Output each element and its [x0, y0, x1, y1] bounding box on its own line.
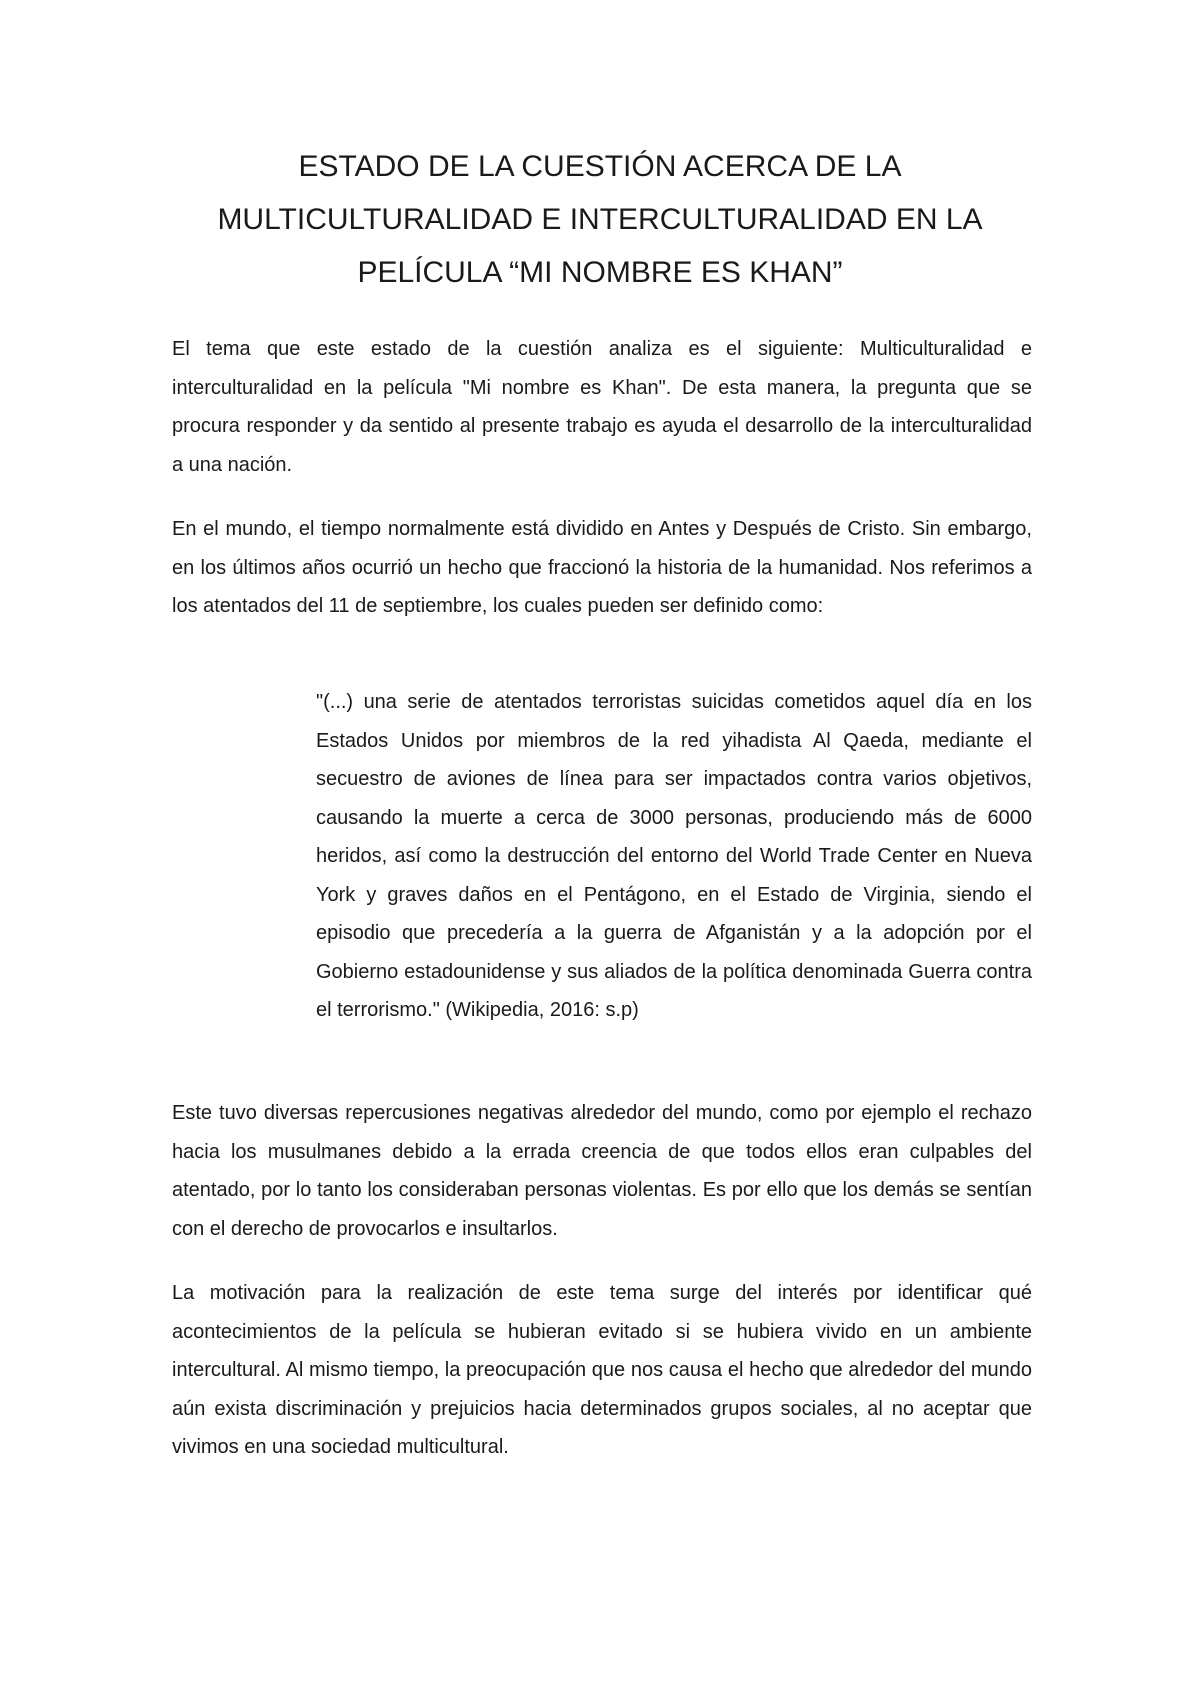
title-line-3: PELÍCULA “MI NOMBRE ES KHAN”: [357, 256, 843, 289]
paragraph-motivation: La motivación para la realización de este tema surge del interés por identificar qué acontecimientos de la película se hubieran evitado si se hubiera vivido en un ambiente intercultural. Al mismo tiempo, la preocupación que nos causa el hecho que alrededor del mundo aún exista discriminación y prejuicios hacia determinados grupos sociales, al no aceptar que vivimos en una sociedad multicultural.: [172, 1282, 1032, 1458]
paragraph-intro: El tema que este estado de la cuestión analiza es el siguiente: Multiculturalidad e interculturalidad en la película "Mi nombre es Khan". De esta manera, la pregunta que se procura responder y da sentido al presente trabajo es ayuda el desarrollo de la interculturalidad a una nación.: [172, 338, 1032, 476]
block-quote: [316, 683, 1032, 1030]
paragraph-repercussions: Este tuvo diversas repercusiones negativas alrededor del mundo, como por ejemplo el rechazo hacia los musulmanes debido a la errada creencia de que todos ellos eran culpables del atentado, por lo tanto los consideraban personas violentas. Es por ello que los demás se sentían con el derecho de provocarlos e insultarlos.: [172, 1102, 1032, 1240]
quote-citation: (Wikipedia, 2016: s.p): [445, 999, 639, 1021]
paragraph-context: En el mundo, el tiempo normalmente está dividido en Antes y Después de Cristo. Sin embargo, en los últimos años ocurrió un hecho que fraccionó la historia de la humanidad. Nos referimos a los atentados del 11 de septiembre, los cuales pueden ser definido como:: [172, 518, 1032, 617]
title-line-2: MULTICULTURALIDAD E INTERCULTURALIDAD EN LA: [217, 203, 983, 236]
title-line-1: ESTADO DE LA CUESTIÓN ACERCA DE LA: [298, 150, 902, 183]
document-title: [172, 140, 1028, 299]
quote-text: "(...) una serie de atentados terroristas suicidas cometidos aquel día en los Estados Unidos por miembros de la red yihadista Al Qaeda, mediante el secuestro de aviones de línea para ser impactados contra varios objetivos, causando la muerte a cerca de 3000 personas, produciendo más de 6000 heridos, así como la destrucción del entorno del World Trade Center en Nueva York y graves daños en el Pentágono, en el Estado de Virginia, siendo el episodio que precedería a la guerra de Afganistán y a la adopción por el Gobierno estadounidense y sus aliados de la política denominada Guerra contra el terrorismo.": [316, 691, 1032, 1021]
